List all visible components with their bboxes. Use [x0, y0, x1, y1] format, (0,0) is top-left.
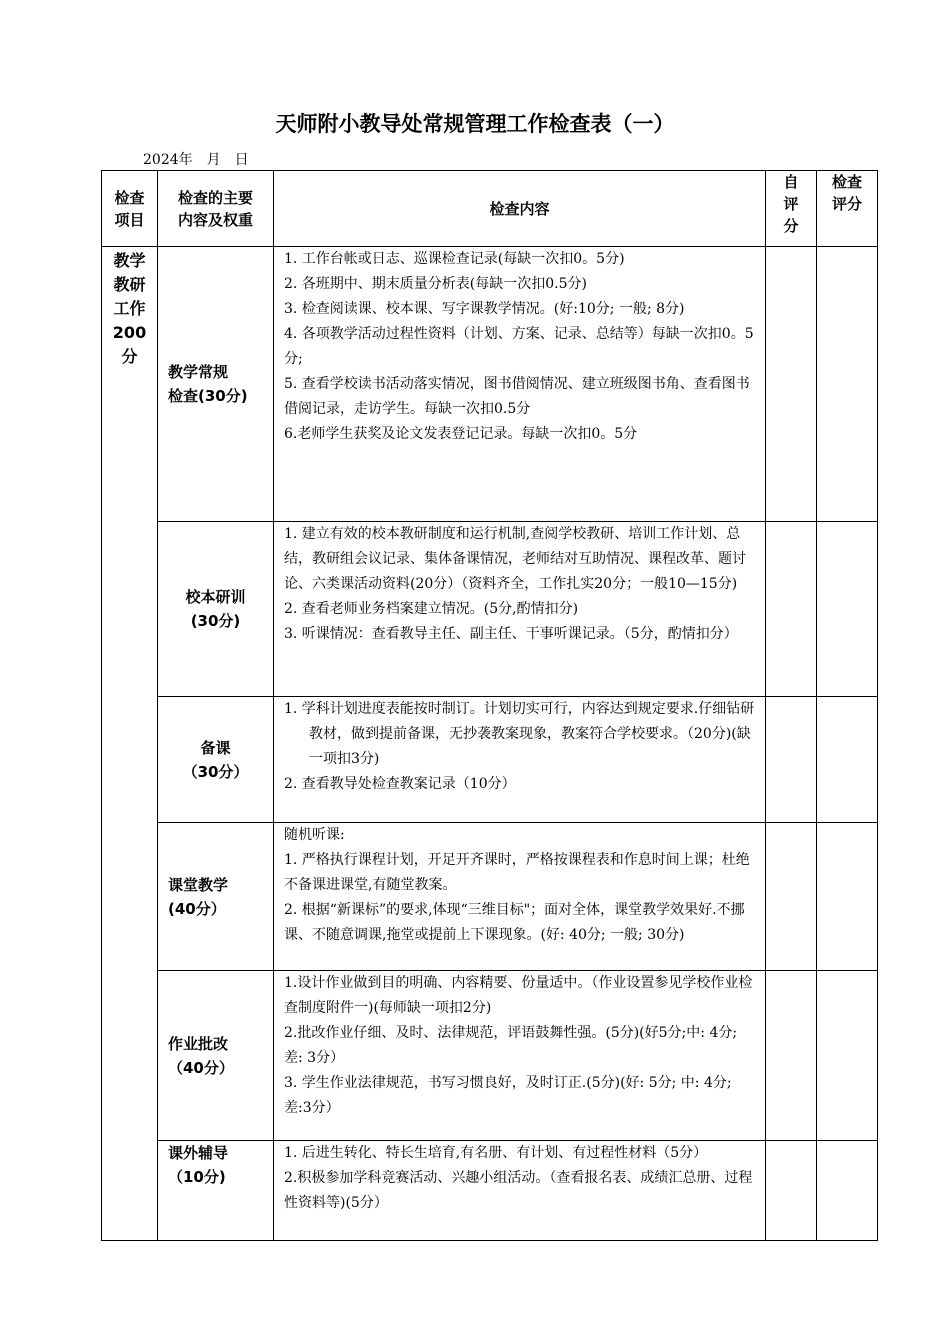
table-row: [102, 697, 878, 823]
header-row: [102, 171, 878, 247]
category-cell: 课外辅导 （10分): [158, 1141, 274, 1241]
header-item: 检查 项目: [102, 171, 158, 247]
check-score-cell[interactable]: [817, 823, 878, 971]
date-line: 2024年 月 日: [143, 152, 249, 168]
content-cell: 1. 工作台帐或日志、巡课检查记录(每缺一次扣0。5分) 2. 各班期中、期末质量分析表(每缺一次扣0.5分) 3. 检查阅读课、校本课、写字课教学情况。(好:10分; 一般; 8分) 4. 各项教学活动过程性资料（计划、方案、记录、总结等）每缺一次扣0。5分; 5. 查看学校读书活动落实情况，图书借阅情况、建立班级图书角、查看图书借阅记录，走访学生。每缺一次扣0.5分 6.老师学生获奖及论文发表登记记录。每缺一次扣0。5分: [274, 247, 766, 522]
table-row: [102, 522, 878, 697]
table-row: [102, 247, 878, 522]
table-row: [102, 971, 878, 1141]
table-row: [102, 1141, 878, 1241]
check-score-cell[interactable]: [817, 971, 878, 1141]
section-cell: 教学 教研 工作 200 分: [102, 247, 158, 1241]
table-row: [102, 823, 878, 971]
header-main: 检查的主要 内容及权重: [158, 171, 274, 247]
header-check-score: 检查 评分: [817, 171, 878, 247]
self-score-cell[interactable]: [766, 1141, 817, 1241]
content-cell: 1. 后进生转化、特长生培育,有名册、有计划、有过程性材料（5分） 2.积极参加学科竞赛活动、兴趣小组活动。（查看报名表、成绩汇总册、过程性资料等)(5分）: [274, 1141, 766, 1241]
self-score-cell[interactable]: [766, 823, 817, 971]
self-score-cell[interactable]: [766, 697, 817, 823]
check-score-cell[interactable]: [817, 522, 878, 697]
content-cell: 1. 学科计划进度表能按时制订。计划切实可行，内容达到规定要求.仔细钻研教材，做到提前备课，无抄袭教案现象，教案符合学校要求。（20分)(缺一项扣3分) 2. 查看教导处检查教案记录（10分）: [274, 697, 766, 823]
category-cell: 教学常规 检查(30分): [158, 247, 274, 522]
category-cell: 校本研训 (30分): [158, 522, 274, 697]
check-score-cell[interactable]: [817, 1141, 878, 1241]
header-content: 检查内容: [274, 171, 766, 247]
content-cell: 随机听课: 1. 严格执行课程计划，开足开齐课时，严格按课程表和作息时间上课；杜绝不备课进课堂,有随堂教案。 2. 根据“新课标”的要求,体现“三维目标"；面对全体，课堂教学效果好.不挪课、不随意调课,拖堂或提前上下课现象。(好: 40分; 一般; 30分): [274, 823, 766, 971]
content-cell: 1.设计作业做到目的明确、内容精要、份量适中。（作业设置参见学校作业检查制度附件一)(每师缺一项扣2分) 2.批改作业仔细、及时、法律规范，评语鼓舞性强。(5分)(好5分;中: 4分; 差: 3分） 3. 学生作业法律规范，书写习惯良好，及时订正.(5分)(好: 5分; 中: 4分; 差:3分）: [274, 971, 766, 1141]
self-score-cell[interactable]: [766, 247, 817, 522]
inspection-table: [101, 170, 878, 1241]
check-score-cell[interactable]: [817, 697, 878, 823]
category-cell: 课堂教学 (40分）: [158, 823, 274, 971]
header-self-score: 自 评 分: [766, 171, 817, 247]
self-score-cell[interactable]: [766, 522, 817, 697]
page-title: 天师附小教导处常规管理工作检查表（一）: [275, 112, 675, 136]
self-score-cell[interactable]: [766, 971, 817, 1141]
category-cell: 备课 （30分）: [158, 697, 274, 823]
category-cell: 作业批改 （40分）: [158, 971, 274, 1141]
check-score-cell[interactable]: [817, 247, 878, 522]
content-cell: 1. 建立有效的校本教研制度和运行机制,查阅学校教研、培训工作计划、总结，教研组会议记录、集体备课情况，老师结对互助情况、课程改革、题讨论、六类课活动资料(20分）（资料齐全，工作扎实20分；一般10—15分) 2. 查看老师业务档案建立情况。(5分,酌情扣分) 3. 听课情况：查看教导主任、副主任、干事听课记录。（5分，酌情扣分）: [274, 522, 766, 697]
